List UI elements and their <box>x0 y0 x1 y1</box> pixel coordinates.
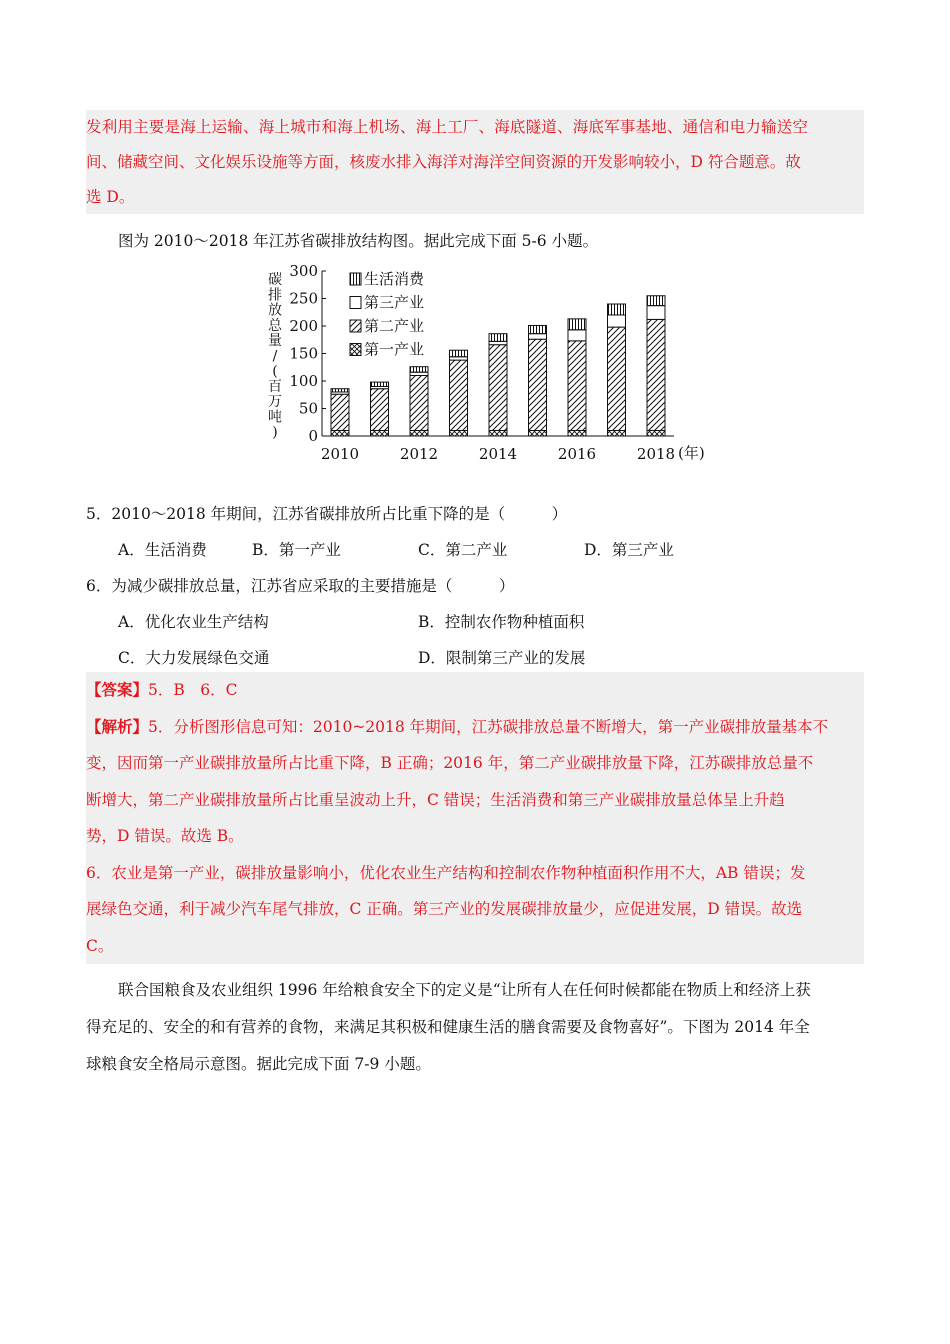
legend-swatch <box>350 297 361 309</box>
y-tick-label: 100 <box>289 372 318 390</box>
q6-option-c[interactable]: C．大力发展绿色交通 <box>118 649 270 667</box>
bar-segment <box>331 389 349 392</box>
q5-option-a[interactable]: A．生活消费 <box>118 541 207 559</box>
question-intro: 图为 2010～2018 年江苏省碳排放结构图。据此完成下面 5-6 小题。 <box>118 232 599 250</box>
bar-segment <box>647 296 665 306</box>
x-tick-label: 2010 <box>320 445 360 463</box>
q6-option-d[interactable]: D．限制第三产业的发展 <box>418 649 586 667</box>
bar-segment <box>529 334 547 340</box>
previous-explanation <box>86 110 864 214</box>
y-axis-label-char: 量 <box>268 333 282 350</box>
y-axis-label-char: ( <box>272 363 278 380</box>
y-axis-label-char: 万 <box>268 394 282 411</box>
y-tick-label: 50 <box>298 399 318 418</box>
legend-label: 生活消费 <box>364 270 425 288</box>
bar-segment <box>647 431 665 437</box>
explanation-line: 间、储藏空间、文化娱乐设施等方面，核废水排入海洋对海洋空间资源的开发影响较小，D 符合题意。故 <box>86 153 801 171</box>
y-axis-label-char: 总 <box>268 317 282 334</box>
y-tick-label: 250 <box>289 289 318 308</box>
y-tick-label: 200 <box>289 317 318 335</box>
x-tick-label: 2016 <box>557 445 597 463</box>
bar-segment <box>371 389 389 431</box>
y-tick-label: 0 <box>308 427 318 445</box>
legend-label: 第二产业 <box>364 317 425 335</box>
q5-option-c[interactable]: C．第二产业 <box>418 541 508 559</box>
q5-option-b[interactable]: B．第一产业 <box>252 541 341 559</box>
y-axis-label-char: ) <box>272 424 278 441</box>
bar-segment <box>450 431 468 437</box>
analysis-line: 变，因而第一产业碳排放量所占比重下降，B 正确；2016 年，第二产业碳排放量下降，江苏碳排放总量不 <box>86 754 814 772</box>
bar-segment <box>568 341 586 431</box>
bar-segment <box>568 319 586 330</box>
bar-segment <box>608 327 626 430</box>
y-tick-label: 150 <box>289 344 318 363</box>
explanation-line: 选 D。 <box>86 188 135 206</box>
q5-option-d[interactable]: D．第三产业 <box>584 541 674 559</box>
y-axis-label-char: 放 <box>268 302 282 319</box>
x-tick-label: 2012 <box>399 445 439 463</box>
bar-segment <box>568 330 586 341</box>
y-axis-label-char: 排 <box>268 287 282 304</box>
question-intro-2 <box>86 972 864 1083</box>
analysis-text: 5．分析图形信息可知：2010~2018 年期间，江苏碳排放总量不断增大，第一产业碳排放量基本不 <box>148 717 829 736</box>
legend-label: 第三产业 <box>364 293 425 312</box>
bar-segment <box>450 350 468 357</box>
chart-svg <box>262 259 722 471</box>
y-axis-label-char: 百 <box>268 378 282 395</box>
question-6-stem: 6．为减少碳排放总量，江苏省应采取的主要措施是（ ） <box>86 577 515 595</box>
bar-segment <box>371 382 389 386</box>
x-tick-label: 2014 <box>478 445 518 463</box>
legend-swatch <box>350 320 361 332</box>
bar-segment <box>608 431 626 437</box>
y-axis-label-char: 吨 <box>268 409 282 426</box>
y-tick-label: 300 <box>289 262 318 280</box>
answer-text: 5．B 6．C <box>148 681 238 699</box>
bar-segment <box>410 431 428 437</box>
bar-segment <box>450 360 468 430</box>
y-axis-label-char: / <box>272 348 278 365</box>
explanation-line: 发利用主要是海上运输、海上城市和海上机场、海上工厂、海底隧道、海底军事基地、通信和电力输送空 <box>86 118 809 136</box>
intro-line: 联合国粮食及农业组织 1996 年给粮食安全下的定义是“让所有人在任何时候都能在物质上和经济上获 <box>118 981 811 999</box>
answer-analysis-block <box>86 672 864 964</box>
answer-line <box>86 672 864 709</box>
question-5-stem: 5．2010～2018 年期间，江苏省碳排放所占比重下降的是（ ） <box>86 505 568 523</box>
bar-segment <box>529 325 547 333</box>
bar-segment <box>608 304 626 315</box>
bar-segment <box>529 431 547 437</box>
bar-segment <box>647 306 665 320</box>
intro-line: 得充足的、安全的和有营养的食物，来满足其积极和健康生活的膳食需要及食物喜好”。下图为 2014 年全 <box>86 1018 810 1036</box>
bar-segment <box>410 376 428 431</box>
answer-label: 【答案】 <box>86 680 149 699</box>
analysis-label: 【解析】 <box>86 716 149 736</box>
bar-segment <box>489 431 507 437</box>
analysis-line: C。 <box>86 936 114 955</box>
legend-label: 第一产业 <box>364 340 425 359</box>
analysis-line: 展绿色交通，利于减少汽车尾气排放，C 正确。第三产业的发展碳排放量少，应促进发展，D 错误。故选 <box>86 900 803 918</box>
analysis-line: 6．农业是第一产业，碳排放量影响小，优化农业生产结构和控制农作物种植面积作用不大，AB 错误；发 <box>86 863 806 882</box>
bar-segment <box>331 431 349 437</box>
y-axis-label-char: 碳 <box>268 272 282 288</box>
q6-option-a[interactable]: A．优化农业生产结构 <box>118 613 269 631</box>
analysis-line <box>86 709 864 746</box>
bar-segment <box>489 345 507 431</box>
bar-segment <box>608 315 626 327</box>
x-tick-label: 2018 <box>636 445 676 463</box>
bar-segment <box>489 334 507 342</box>
analysis-line: 势，D 错误。故选 B。 <box>86 827 244 845</box>
bar-segment <box>371 431 389 437</box>
carbon-emission-chart <box>262 259 722 471</box>
legend-swatch <box>350 344 361 356</box>
bar-segment <box>529 339 547 430</box>
q6-option-b[interactable]: B．控制农作物种植面积 <box>418 613 585 631</box>
x-axis-label: (年) <box>678 444 705 462</box>
bar-segment <box>331 394 349 430</box>
intro-line: 球粮食安全格局示意图。据此完成下面 7-9 小题。 <box>86 1055 431 1073</box>
legend-swatch <box>350 273 361 285</box>
analysis-line: 断增大，第二产业碳排放量所占比重呈波动上升，C 错误；生活消费和第三产业碳排放量总体呈上升趋 <box>86 790 785 809</box>
bar-segment <box>568 431 586 437</box>
bar-segment <box>410 367 428 373</box>
bar-segment <box>647 319 665 430</box>
